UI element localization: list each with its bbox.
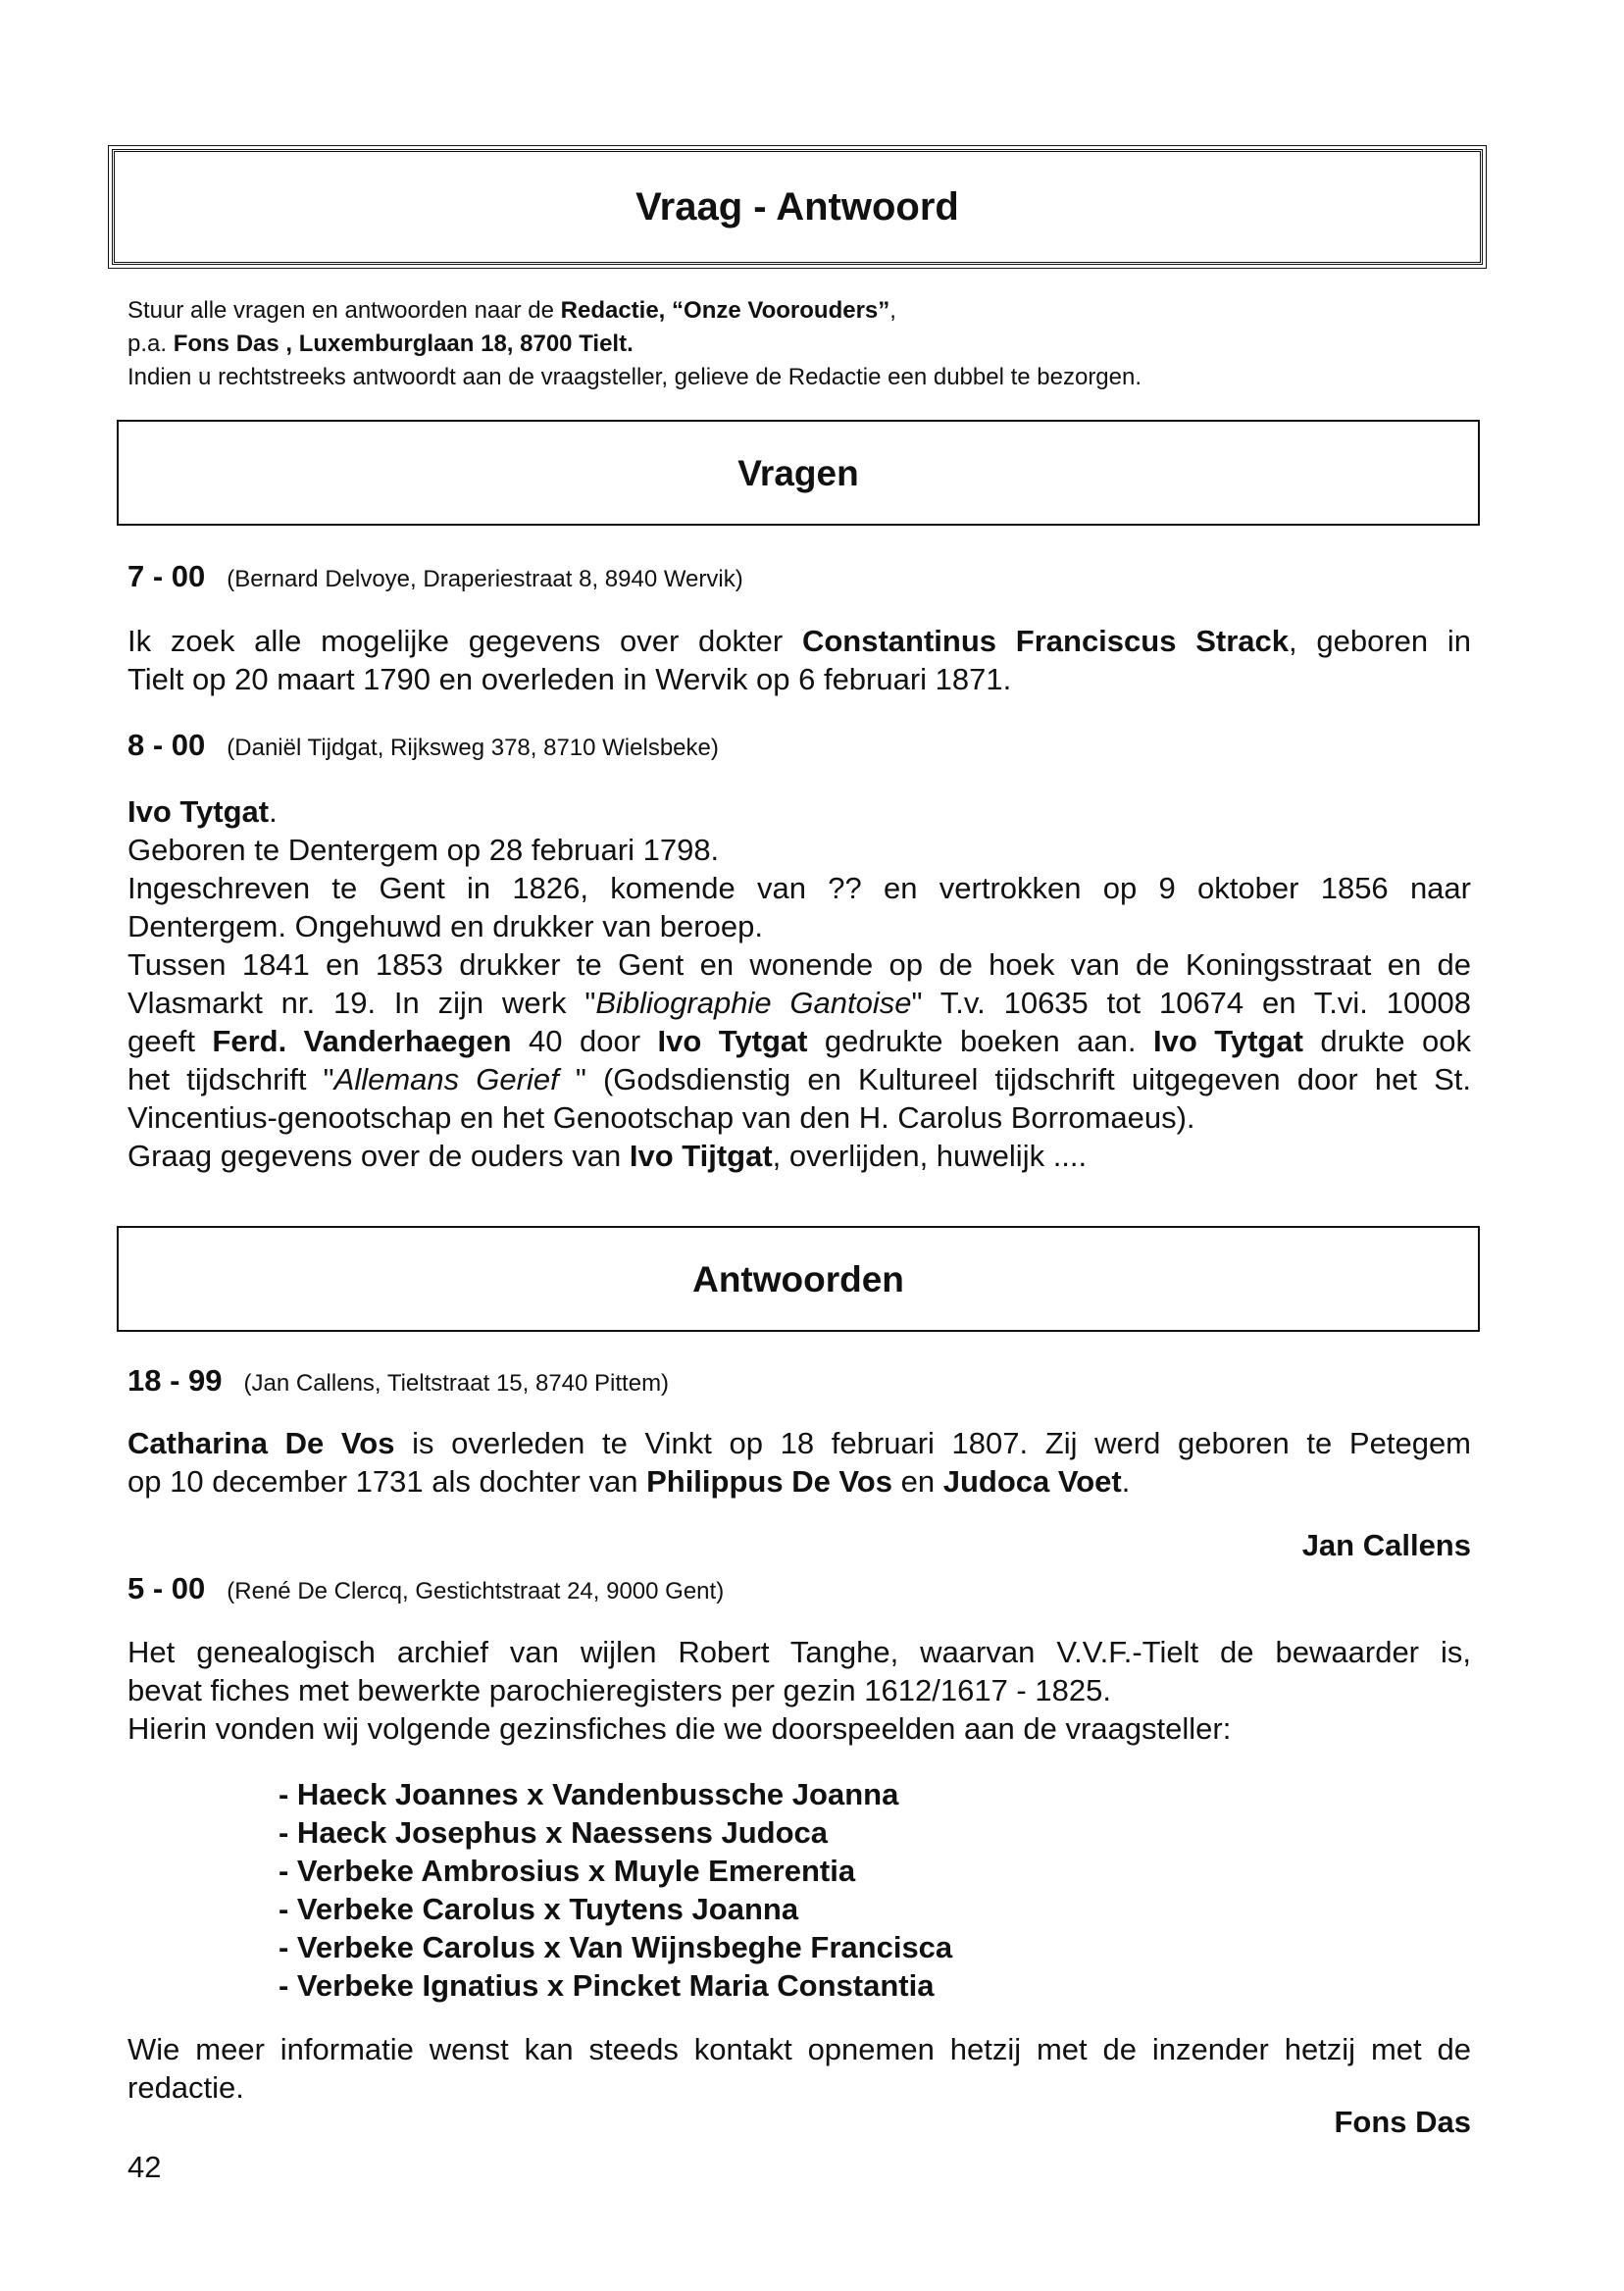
answer-body: Het genealogisch archief van wijlen Robert Tanghe, waarvan V.V.F.-Tielt de bewaarder is, bevat fiches met bewerkte parochieregisters per gezin 1612/1617 - 1825. Hierin vonden wij volgende gezinsfiches die we doorspeelden aan de vraagsteller:	[127, 1635, 1471, 1746]
answer-number: 5 - 00	[127, 1571, 206, 1605]
question-body: Ik zoek alle mogelijke gegevens over dokter Constantinus Franciscus Strack, geboren in Tielt op 20 maart 1790 en overleden in Wervik op 6 februari 1871.	[127, 624, 1472, 696]
answer-signature: Jan Callens	[1301, 1528, 1471, 1562]
list-item: - Verbeke Carolus x Tuytens Joanna	[279, 1892, 799, 1926]
question-number: 8 - 00	[127, 728, 206, 762]
list-item: - Verbeke Carolus x Van Wijnsbeghe Francisca	[279, 1930, 953, 1964]
answer-signature: Fons Das	[1334, 2105, 1471, 2139]
family-list	[279, 1775, 952, 2005]
closing-text: Wie meer informatie wenst kan steeds kontakt opnemen hetzij met de inzender hetzij met de redactie.	[127, 2032, 1471, 2105]
intro-line-3: Indien u rechtstreeks antwoordt aan de vraagsteller, gelieve de Redactie een dubbel te bezorgen.	[127, 364, 1142, 390]
title-box	[112, 149, 1483, 265]
list-item: - Verbeke Ambrosius x Muyle Emerentia	[279, 1854, 856, 1888]
question-header	[127, 728, 719, 763]
antwoorden-heading-box	[117, 1226, 1480, 1332]
answer-number: 18 - 99	[127, 1363, 223, 1398]
answer-header	[127, 1363, 669, 1399]
question-body: Ivo Tytgat. Geboren te Dentergem op 28 februari 1798. Ingeschreven te Gent in 1826, komende van ?? en vertrokken op 9 oktober 1856 naar Dentergem. Ongehuwd en drukker van beroep. Tussen 1841 en 1853 drukker te Gent en wonende op de hoek van de Koningsstraat en de Vlasmarkt nr. 19. In zijn werk "Bibliographie Gantoise" T.v. 10635 tot 10674 en T.vi. 10008 geeft Ferd. Vanderhaegen 40 door Ivo Tytgat gedrukte boeken aan. Ivo Tytgat drukte ook het tijdschrift "Allemans Gerief " (Godsdienstig en Kultureel tijdschrift uitgegeven door het St. Vincentius-genootschap en het Genootschap van den H. Carolus Borromaeus). Graag gegevens over de ouders van Ivo Tijtgat, overlijden, huwelijk ....	[127, 794, 1471, 1173]
question-number: 7 - 00	[127, 559, 206, 593]
answer-body: Catharina De Vos is overleden te Vinkt op 18 februari 1807. Zij werd geboren te Petegem op 10 december 1731 als dochter van Philippus De Vos en Judoca Voet.	[127, 1426, 1472, 1499]
question-sender: (Bernard Delvoye, Draperiestraat 8, 8940 Wervik)	[227, 566, 743, 592]
answer-sender: (René De Clercq, Gestichtstraat 24, 9000 Gent)	[227, 1578, 725, 1604]
intro-line-2: p.a. Fons Das , Luxemburglaan 18, 8700 Tielt.	[127, 331, 634, 357]
answer-header	[127, 1571, 724, 1606]
list-item: - Verbeke Ignatius x Pincket Maria Constantia	[279, 1968, 935, 2003]
question-sender: (Daniël Tijdgat, Rijksweg 378, 8710 Wielsbeke)	[227, 735, 719, 761]
vragen-heading-box	[117, 420, 1480, 526]
intro-text	[127, 294, 1142, 394]
list-item: - Haeck Josephus x Naessens Judoca	[279, 1815, 828, 1850]
antwoorden-heading: Antwoorden	[692, 1259, 904, 1299]
intro-line-1: Stuur alle vragen en antwoorden naar de Redactie, “Onze Voorouders”,	[127, 297, 896, 324]
vragen-heading: Vragen	[737, 453, 859, 493]
page-number: 42	[127, 2150, 162, 2184]
answer-sender: (Jan Callens, Tieltstraat 15, 8740 Pittem)	[243, 1370, 670, 1397]
question-header	[127, 559, 743, 594]
page-title: Vraag - Antwoord	[635, 184, 959, 229]
list-item: - Haeck Joannes x Vandenbussche Joanna	[279, 1777, 899, 1811]
